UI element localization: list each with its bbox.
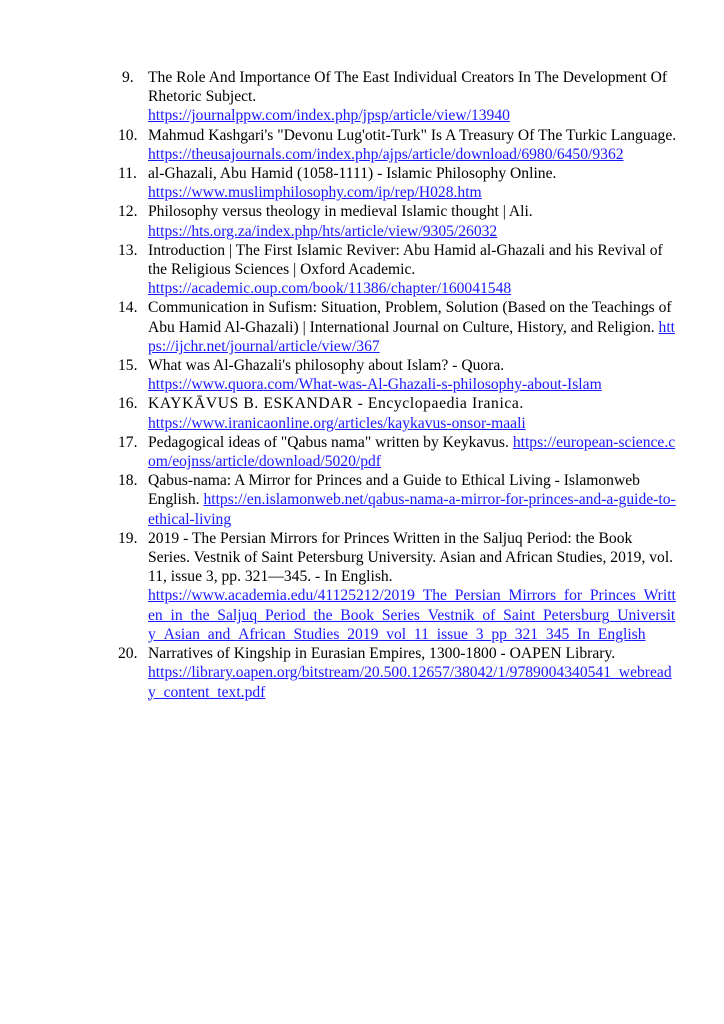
reference-link[interactable]: https://theusajournals.com/index.php/ajps/article/download/6980/6450/9362 [148, 145, 624, 163]
reference-text: The Role And Importance Of The East Individual Creators In The Development Of Rhetoric Subject. [148, 69, 668, 106]
reference-list [118, 68, 678, 702]
reference-link[interactable]: https://en.islamonweb.net/qabus-nama-a-mirror-for-princes-and-a-guide-to-ethical-living [148, 491, 676, 528]
reference-item-13 [118, 241, 678, 299]
reference-link[interactable]: https://library.oapen.org/bitstream/20.500.12657/38042/1/9789004340541_webready_content_text.pdf [148, 664, 672, 701]
reference-text: 2019 - The Persian Mirrors for Princes Written in the Saljuq Period: the Book Series. Vestnik of Saint Petersburg University. Asian and African Studies, 2019, vol. 11, issue 3, pp. 321—345. - In English. [148, 529, 674, 586]
reference-link[interactable]: https://ijchr.net/journal/article/view/367 [148, 318, 676, 355]
reference-text: Narratives of Kingship in Eurasian Empires, 1300-1800 - OAPEN Library. [148, 645, 616, 663]
reference-link[interactable]: https://www.quora.com/What-was-Al-Ghazali-s-philosophy-about-Islam [148, 376, 602, 394]
reference-item-18 [118, 471, 678, 529]
reference-text: al-Ghazali, Abu Hamid (1058-1111) - Islamic Philosophy Online. [148, 165, 557, 183]
reference-text: Mahmud Kashgari's "Devonu Lug'otit-Turk" Is A Treasury Of The Turkic Language. [148, 126, 677, 144]
reference-text: Introduction | The First Islamic Reviver: Abu Hamid al-Ghazali and his Revival of the Religious Sciences | Oxford Academic. [148, 241, 663, 279]
reference-item-12 [118, 202, 678, 240]
reference-item-10 [118, 126, 678, 164]
reference-text: KAYKĀVUS B. ESKANDAR - Encyclopaedia Iranica. [148, 395, 524, 413]
reference-link[interactable]: https://www.academia.edu/41125212/2019_The_Persian_Mirrors_for_Princes_Written_in_the_Saljuq_Period_the_Book_Series_Vestnik_of_Saint_Petersburg_University_Asian_and_African_Studies_2019_vol_11_issue_3_pp_321_345_In_English [148, 587, 676, 643]
reference-number: 11. [118, 165, 137, 183]
reference-number: 16. [118, 395, 138, 413]
reference-number: 10. [118, 126, 138, 144]
reference-link[interactable]: https://journalppw.com/index.php/jpsp/article/view/13940 [148, 107, 510, 125]
reference-link[interactable]: https://www.iranicaonline.org/articles/kaykavus-onsor-maali [148, 414, 526, 432]
reference-item-14 [118, 298, 678, 356]
reference-item-19 [118, 529, 678, 644]
reference-item-11 [118, 164, 678, 202]
reference-text: Communication in Sufism: Situation, Problem, Solution (Based on the Teachings of Abu Hamid Al-Ghazali) | International Journal on Culture, History, and Religion. [148, 299, 672, 336]
reference-link[interactable]: https://www.muslimphilosophy.com/ip/rep/H028.htm [148, 184, 482, 202]
reference-number: 12. [118, 203, 138, 221]
reference-number: 20. [118, 645, 138, 663]
reference-text: Qabus-nama: A Mirror for Princes and a Guide to Ethical Living - Islamonweb English. [148, 472, 640, 509]
reference-link[interactable]: https://european-science.com/eojnss/article/download/5020/pdf [148, 433, 676, 471]
reference-item-9 [118, 68, 678, 126]
reference-number: 19. [118, 529, 138, 547]
reference-number: 9. [122, 69, 134, 86]
reference-number: 15. [118, 357, 138, 375]
reference-text: What was Al-Ghazali's philosophy about Islam? - Quora. [148, 357, 505, 375]
reference-item-16 [118, 394, 678, 432]
reference-link[interactable]: https://academic.oup.com/book/11386/chapter/160041548 [148, 280, 512, 298]
reference-text: Pedagogical ideas of "Qabus nama" written by Keykavus. [148, 433, 509, 451]
reference-item-15 [118, 356, 678, 394]
reference-number: 18. [118, 472, 138, 490]
reference-item-17 [118, 433, 678, 471]
reference-item-20 [118, 644, 678, 702]
reference-text: Philosophy versus theology in medieval Islamic thought | Ali. [148, 203, 533, 221]
reference-number: 17. [118, 433, 138, 451]
reference-number: 13. [118, 241, 138, 259]
reference-link[interactable]: https://hts.org.za/index.php/hts/article/view/9305/26032 [148, 222, 498, 240]
reference-number: 14. [118, 299, 138, 317]
